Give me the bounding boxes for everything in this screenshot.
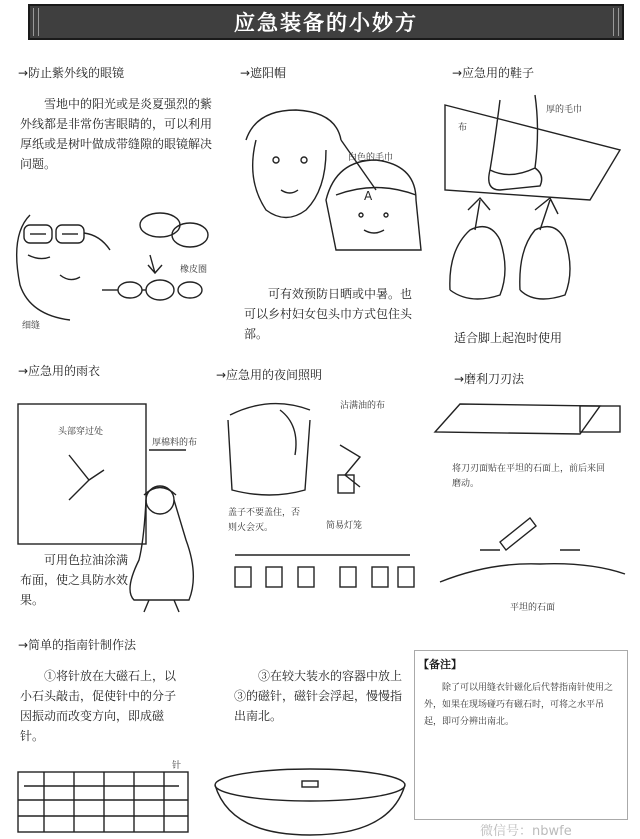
heading-emergency-shoes: →应急用的鞋子 xyxy=(452,66,535,80)
note-text: 除了可以用缝衣针磁化后代替指南针使用之外，如果在现场碰巧有磁石时，可将之水平吊起，即可分辨出南北。 xyxy=(424,683,614,727)
page-title: 应急装备的小妙方 xyxy=(28,4,624,40)
label-oil-cloth: 沾满油的布 xyxy=(340,401,386,411)
label-slit: 细缝 xyxy=(22,321,41,331)
label-simple-lantern: 简易灯笼 xyxy=(326,521,363,531)
sharpen-illustration xyxy=(430,392,630,612)
label-white-towel: 白色的毛巾 xyxy=(348,153,394,163)
label-cloth: 布 xyxy=(458,123,468,133)
emergency-shoes-illustration xyxy=(440,90,630,320)
heading-sharpen: →磨利刀刃法 xyxy=(454,372,525,386)
label-flat-stone: 平坦的石面 xyxy=(510,603,556,613)
sun-hat-illustration xyxy=(236,100,436,270)
night-light-illustration xyxy=(220,395,420,595)
note-title: 【备注】 xyxy=(418,658,462,671)
svg-text:A: A xyxy=(364,189,373,203)
text-emergency-shoes: 适合脚上起泡时使用 xyxy=(454,331,563,345)
label-cotton-cloth: 厚棉料的布 xyxy=(152,438,198,448)
label-rubber-band: 橡皮圈 xyxy=(180,265,208,275)
label-lid-warning: 盖子不要盖住，否则火会灭。 xyxy=(228,508,301,533)
heading-uv-glasses: →防止紫外线的眼镜 xyxy=(18,66,125,80)
text-sun-hat: 可有效预防日晒或中暑。也可以乡村妇女包头巾方式包住头部。 xyxy=(244,287,413,341)
label-thick-towel: 厚的毛巾 xyxy=(546,105,583,115)
text-compass-step1: ①将针放在大磁石上，以小石头敲击，促使针中的分子因振动而改变方向，即成磁针。 xyxy=(20,669,177,743)
water-bowl-illustration xyxy=(210,765,410,837)
watermark: 微信号：nbwfe xyxy=(480,824,572,839)
heading-compass: →简单的指南针制作法 xyxy=(18,638,137,652)
text-compass-step3: ③在较大装水的容器中放上③的磁针，磁针会浮起，慢慢指出南北。 xyxy=(234,669,403,723)
heading-night-light: →应急用的夜间照明 xyxy=(216,368,323,382)
text-uv-glasses: 雪地中的阳光或是炎夏强烈的紫外线都是非常伤害眼睛的，可以利用厚纸或是树叶做成带缝隙的眼镜解决问题。 xyxy=(20,97,213,171)
note-box xyxy=(414,650,628,820)
label-head-hole: 头部穿过处 xyxy=(58,427,104,437)
heading-sun-hat: →遮阳帽 xyxy=(240,66,287,80)
magnet-illustration xyxy=(14,760,194,836)
heading-raincoat: →应急用的雨衣 xyxy=(18,364,101,378)
label-needle: 针 xyxy=(172,761,182,771)
text-sharpen: 将刀刃面贴在平坦的石面上，前后来回磨动。 xyxy=(452,464,606,489)
text-raincoat: 可用色拉油涂满布面，使之具防水效果。 xyxy=(20,553,129,607)
